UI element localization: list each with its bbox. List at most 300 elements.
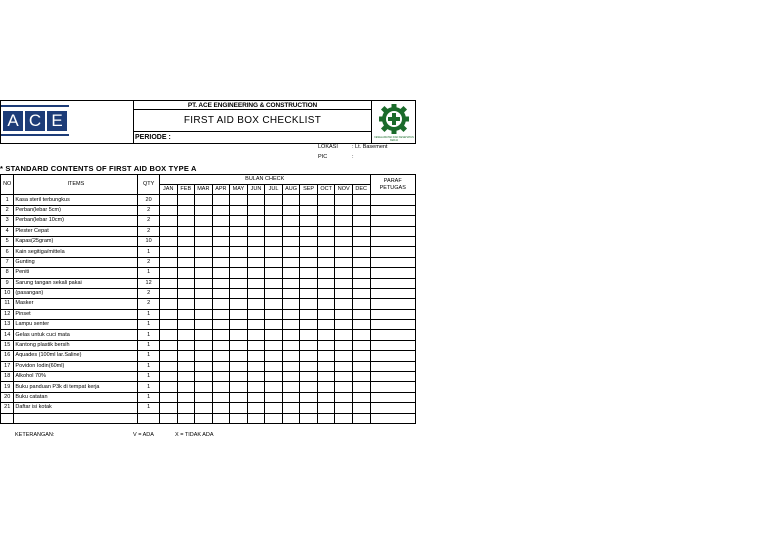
paraf-cell[interactable]: [370, 372, 415, 382]
check-cell-jan[interactable]: [159, 413, 177, 423]
check-cell-jun[interactable]: [247, 226, 265, 236]
check-cell-nov[interactable]: [335, 351, 353, 361]
check-cell-jun[interactable]: [247, 320, 265, 330]
check-cell-dec[interactable]: [352, 382, 370, 392]
check-cell-mar[interactable]: [195, 351, 213, 361]
check-cell-jun[interactable]: [247, 278, 265, 288]
paraf-cell[interactable]: [370, 288, 415, 298]
check-cell-apr[interactable]: [212, 195, 230, 205]
check-cell-sep[interactable]: [300, 320, 318, 330]
check-cell-oct[interactable]: [317, 403, 335, 413]
check-cell-jan[interactable]: [159, 309, 177, 319]
check-cell-nov[interactable]: [335, 205, 353, 215]
check-cell-oct[interactable]: [317, 330, 335, 340]
paraf-cell[interactable]: [370, 309, 415, 319]
check-cell-mar[interactable]: [195, 372, 213, 382]
check-cell-sep[interactable]: [300, 216, 318, 226]
check-cell-sep[interactable]: [300, 413, 318, 423]
check-cell-may[interactable]: [230, 226, 248, 236]
check-cell-oct[interactable]: [317, 299, 335, 309]
check-cell-aug[interactable]: [282, 247, 300, 257]
check-cell-mar[interactable]: [195, 392, 213, 402]
check-cell-mar[interactable]: [195, 205, 213, 215]
check-cell-dec[interactable]: [352, 309, 370, 319]
check-cell-may[interactable]: [230, 299, 248, 309]
check-cell-apr[interactable]: [212, 361, 230, 371]
paraf-cell[interactable]: [370, 268, 415, 278]
check-cell-mar[interactable]: [195, 247, 213, 257]
legend-label: KETERANGAN:: [15, 432, 55, 438]
check-cell-may[interactable]: [230, 392, 248, 402]
check-cell-jan[interactable]: [159, 205, 177, 215]
paraf-cell[interactable]: [370, 413, 415, 423]
check-cell-oct[interactable]: [317, 382, 335, 392]
check-cell-nov[interactable]: [335, 195, 353, 205]
check-cell-nov[interactable]: [335, 382, 353, 392]
check-cell-jun[interactable]: [247, 392, 265, 402]
check-cell-apr[interactable]: [212, 413, 230, 423]
table-row: [1, 216, 416, 226]
section-title: * STANDARD CONTENTS OF FIRST AID BOX TYPE A: [0, 164, 197, 173]
paraf-cell[interactable]: [370, 320, 415, 330]
check-cell-jan[interactable]: [159, 216, 177, 226]
check-cell-oct[interactable]: [317, 288, 335, 298]
check-cell-jul[interactable]: [265, 361, 283, 371]
paraf-cell[interactable]: [370, 236, 415, 246]
check-cell-feb[interactable]: [177, 205, 195, 215]
row-number: 4: [1, 226, 14, 236]
check-cell-feb[interactable]: [177, 236, 195, 246]
check-cell-jun[interactable]: [247, 236, 265, 246]
check-cell-nov[interactable]: [335, 403, 353, 413]
check-cell-feb[interactable]: [177, 413, 195, 423]
check-cell-aug[interactable]: [282, 330, 300, 340]
check-cell-may[interactable]: [230, 309, 248, 319]
check-cell-aug[interactable]: [282, 236, 300, 246]
check-cell-apr[interactable]: [212, 320, 230, 330]
check-cell-sep[interactable]: [300, 195, 318, 205]
check-cell-aug[interactable]: [282, 392, 300, 402]
paraf-cell[interactable]: [370, 392, 415, 402]
check-cell-jan[interactable]: [159, 236, 177, 246]
table-row: [1, 195, 416, 205]
check-cell-sep[interactable]: [300, 330, 318, 340]
check-cell-apr[interactable]: [212, 382, 230, 392]
check-cell-jun[interactable]: [247, 361, 265, 371]
check-cell-oct[interactable]: [317, 205, 335, 215]
check-cell-feb[interactable]: [177, 288, 195, 298]
check-cell-jun[interactable]: [247, 403, 265, 413]
check-cell-jun[interactable]: [247, 268, 265, 278]
paraf-cell[interactable]: [370, 382, 415, 392]
check-cell-jul[interactable]: [265, 382, 283, 392]
check-cell-jan[interactable]: [159, 330, 177, 340]
check-cell-mar[interactable]: [195, 309, 213, 319]
table-row: [1, 361, 416, 371]
check-cell-nov[interactable]: [335, 340, 353, 350]
check-cell-sep[interactable]: [300, 288, 318, 298]
check-cell-jul[interactable]: [265, 403, 283, 413]
check-cell-feb[interactable]: [177, 392, 195, 402]
check-cell-jan[interactable]: [159, 278, 177, 288]
check-cell-jan[interactable]: [159, 351, 177, 361]
check-cell-apr[interactable]: [212, 299, 230, 309]
check-cell-may[interactable]: [230, 195, 248, 205]
check-cell-jan[interactable]: [159, 361, 177, 371]
check-cell-jan[interactable]: [159, 392, 177, 402]
check-cell-dec[interactable]: [352, 205, 370, 215]
check-cell-aug[interactable]: [282, 195, 300, 205]
check-cell-jul[interactable]: [265, 288, 283, 298]
check-cell-jun[interactable]: [247, 195, 265, 205]
check-cell-jun[interactable]: [247, 299, 265, 309]
check-cell-dec[interactable]: [352, 330, 370, 340]
paraf-cell[interactable]: [370, 226, 415, 236]
check-cell-mar[interactable]: [195, 268, 213, 278]
check-cell-apr[interactable]: [212, 351, 230, 361]
check-cell-dec[interactable]: [352, 413, 370, 423]
check-cell-oct[interactable]: [317, 320, 335, 330]
check-cell-dec[interactable]: [352, 236, 370, 246]
check-cell-sep[interactable]: [300, 372, 318, 382]
check-cell-jul[interactable]: [265, 216, 283, 226]
check-cell-sep[interactable]: [300, 226, 318, 236]
check-cell-aug[interactable]: [282, 288, 300, 298]
check-cell-nov[interactable]: [335, 268, 353, 278]
periode-label: PERIODE :: [135, 134, 171, 141]
check-cell-jun[interactable]: [247, 247, 265, 257]
check-cell-oct[interactable]: [317, 236, 335, 246]
check-cell-nov[interactable]: [335, 257, 353, 267]
check-cell-may[interactable]: [230, 216, 248, 226]
check-cell-aug[interactable]: [282, 351, 300, 361]
check-cell-jun[interactable]: [247, 372, 265, 382]
check-cell-nov[interactable]: [335, 392, 353, 402]
check-cell-jun[interactable]: [247, 205, 265, 215]
check-cell-jan[interactable]: [159, 257, 177, 267]
check-cell-nov[interactable]: [335, 278, 353, 288]
paraf-cell[interactable]: [370, 361, 415, 371]
check-cell-mar[interactable]: [195, 278, 213, 288]
check-cell-may[interactable]: [230, 268, 248, 278]
check-cell-mar[interactable]: [195, 320, 213, 330]
check-cell-nov[interactable]: [335, 288, 353, 298]
check-cell-nov[interactable]: [335, 299, 353, 309]
paraf-cell[interactable]: [370, 195, 415, 205]
check-cell-jan[interactable]: [159, 195, 177, 205]
paraf-cell[interactable]: [370, 257, 415, 267]
check-cell-sep[interactable]: [300, 268, 318, 278]
check-cell-jan[interactable]: [159, 247, 177, 257]
check-cell-may[interactable]: [230, 278, 248, 288]
check-cell-jul[interactable]: [265, 299, 283, 309]
check-cell-oct[interactable]: [317, 247, 335, 257]
check-cell-jul[interactable]: [265, 226, 283, 236]
check-cell-jan[interactable]: [159, 226, 177, 236]
check-cell-feb[interactable]: [177, 216, 195, 226]
check-cell-oct[interactable]: [317, 216, 335, 226]
check-cell-sep[interactable]: [300, 382, 318, 392]
col-paraf-header: [370, 175, 415, 195]
check-cell-may[interactable]: [230, 361, 248, 371]
check-cell-apr[interactable]: [212, 268, 230, 278]
check-cell-feb[interactable]: [177, 361, 195, 371]
paraf-cell[interactable]: [370, 403, 415, 413]
check-cell-jul[interactable]: [265, 330, 283, 340]
check-cell-sep[interactable]: [300, 361, 318, 371]
check-cell-may[interactable]: [230, 236, 248, 246]
paraf-cell[interactable]: [370, 351, 415, 361]
check-cell-sep[interactable]: [300, 403, 318, 413]
paraf-cell[interactable]: [370, 247, 415, 257]
check-cell-jan[interactable]: [159, 299, 177, 309]
check-cell-may[interactable]: [230, 372, 248, 382]
check-cell-sep[interactable]: [300, 309, 318, 319]
check-cell-aug[interactable]: [282, 299, 300, 309]
paraf-cell[interactable]: [370, 340, 415, 350]
check-cell-nov[interactable]: [335, 247, 353, 257]
check-cell-apr[interactable]: [212, 340, 230, 350]
check-cell-mar[interactable]: [195, 288, 213, 298]
check-cell-may[interactable]: [230, 288, 248, 298]
check-cell-jul[interactable]: [265, 278, 283, 288]
check-cell-apr[interactable]: [212, 288, 230, 298]
check-cell-may[interactable]: [230, 257, 248, 267]
check-cell-nov[interactable]: [335, 320, 353, 330]
check-cell-aug[interactable]: [282, 340, 300, 350]
check-cell-jun[interactable]: [247, 413, 265, 423]
check-cell-sep[interactable]: [300, 236, 318, 246]
check-cell-oct[interactable]: [317, 340, 335, 350]
check-cell-aug[interactable]: [282, 403, 300, 413]
check-cell-jun[interactable]: [247, 330, 265, 340]
check-cell-feb[interactable]: [177, 299, 195, 309]
check-cell-dec[interactable]: [352, 340, 370, 350]
check-cell-feb[interactable]: [177, 247, 195, 257]
check-cell-jul[interactable]: [265, 205, 283, 215]
check-cell-aug[interactable]: [282, 413, 300, 423]
check-cell-sep[interactable]: [300, 351, 318, 361]
paraf-cell[interactable]: [370, 216, 415, 226]
check-cell-mar[interactable]: [195, 382, 213, 392]
check-cell-oct[interactable]: [317, 195, 335, 205]
check-cell-apr[interactable]: [212, 205, 230, 215]
paraf-cell[interactable]: [370, 205, 415, 215]
check-cell-jan[interactable]: [159, 403, 177, 413]
check-cell-mar[interactable]: [195, 216, 213, 226]
check-cell-oct[interactable]: [317, 351, 335, 361]
check-cell-feb[interactable]: [177, 330, 195, 340]
check-cell-jan[interactable]: [159, 382, 177, 392]
check-cell-feb[interactable]: [177, 372, 195, 382]
check-cell-mar[interactable]: [195, 299, 213, 309]
paraf-cell[interactable]: [370, 330, 415, 340]
check-cell-apr[interactable]: [212, 257, 230, 267]
check-cell-dec[interactable]: [352, 361, 370, 371]
check-cell-feb[interactable]: [177, 226, 195, 236]
check-cell-dec[interactable]: [352, 351, 370, 361]
check-cell-apr[interactable]: [212, 403, 230, 413]
check-cell-aug[interactable]: [282, 361, 300, 371]
check-cell-dec[interactable]: [352, 372, 370, 382]
check-cell-oct[interactable]: [317, 257, 335, 267]
check-cell-feb[interactable]: [177, 403, 195, 413]
check-cell-jul[interactable]: [265, 195, 283, 205]
check-cell-apr[interactable]: [212, 278, 230, 288]
check-cell-jul[interactable]: [265, 247, 283, 257]
check-cell-nov[interactable]: [335, 309, 353, 319]
check-cell-jun[interactable]: [247, 382, 265, 392]
check-cell-jul[interactable]: [265, 351, 283, 361]
check-cell-sep[interactable]: [300, 392, 318, 402]
check-cell-apr[interactable]: [212, 226, 230, 236]
check-cell-jul[interactable]: [265, 320, 283, 330]
check-cell-apr[interactable]: [212, 236, 230, 246]
check-cell-mar[interactable]: [195, 403, 213, 413]
check-cell-may[interactable]: [230, 351, 248, 361]
check-cell-dec[interactable]: [352, 288, 370, 298]
check-cell-jul[interactable]: [265, 309, 283, 319]
check-cell-nov[interactable]: [335, 226, 353, 236]
check-cell-dec[interactable]: [352, 195, 370, 205]
check-cell-dec[interactable]: [352, 247, 370, 257]
paraf-cell[interactable]: [370, 278, 415, 288]
check-cell-aug[interactable]: [282, 226, 300, 236]
check-cell-may[interactable]: [230, 205, 248, 215]
check-cell-jan[interactable]: [159, 372, 177, 382]
check-cell-mar[interactable]: [195, 340, 213, 350]
check-cell-may[interactable]: [230, 403, 248, 413]
check-cell-dec[interactable]: [352, 216, 370, 226]
check-cell-jun[interactable]: [247, 351, 265, 361]
check-cell-sep[interactable]: [300, 205, 318, 215]
check-cell-jul[interactable]: [265, 236, 283, 246]
check-cell-jan[interactable]: [159, 268, 177, 278]
check-cell-apr[interactable]: [212, 216, 230, 226]
check-cell-jul[interactable]: [265, 392, 283, 402]
month-header-dec: DEC: [352, 185, 370, 195]
check-cell-dec[interactable]: [352, 320, 370, 330]
check-cell-nov[interactable]: [335, 216, 353, 226]
check-cell-aug[interactable]: [282, 268, 300, 278]
check-cell-feb[interactable]: [177, 257, 195, 267]
check-cell-aug[interactable]: [282, 205, 300, 215]
check-cell-jan[interactable]: [159, 320, 177, 330]
check-cell-oct[interactable]: [317, 226, 335, 236]
check-cell-dec[interactable]: [352, 392, 370, 402]
check-cell-oct[interactable]: [317, 372, 335, 382]
check-cell-nov[interactable]: [335, 361, 353, 371]
check-cell-feb[interactable]: [177, 340, 195, 350]
check-cell-feb[interactable]: [177, 278, 195, 288]
check-cell-apr[interactable]: [212, 247, 230, 257]
check-cell-dec[interactable]: [352, 278, 370, 288]
check-cell-aug[interactable]: [282, 216, 300, 226]
check-cell-oct[interactable]: [317, 268, 335, 278]
check-cell-nov[interactable]: [335, 330, 353, 340]
check-cell-dec[interactable]: [352, 257, 370, 267]
check-cell-apr[interactable]: [212, 309, 230, 319]
check-cell-feb[interactable]: [177, 268, 195, 278]
check-cell-jul[interactable]: [265, 372, 283, 382]
company-name: PT. ACE ENGINEERING & CONSTRUCTION: [134, 101, 371, 110]
check-cell-apr[interactable]: [212, 392, 230, 402]
check-cell-oct[interactable]: [317, 278, 335, 288]
check-cell-sep[interactable]: [300, 278, 318, 288]
check-cell-sep[interactable]: [300, 247, 318, 257]
check-cell-mar[interactable]: [195, 257, 213, 267]
check-cell-mar[interactable]: [195, 226, 213, 236]
check-cell-aug[interactable]: [282, 257, 300, 267]
check-cell-aug[interactable]: [282, 309, 300, 319]
check-cell-feb[interactable]: [177, 309, 195, 319]
col-items-header: ITEMS: [14, 175, 138, 195]
check-cell-jul[interactable]: [265, 268, 283, 278]
check-cell-jun[interactable]: [247, 257, 265, 267]
check-cell-may[interactable]: [230, 247, 248, 257]
check-cell-aug[interactable]: [282, 372, 300, 382]
check-cell-feb[interactable]: [177, 351, 195, 361]
item-qty: 1: [138, 320, 160, 330]
check-cell-mar[interactable]: [195, 413, 213, 423]
check-cell-may[interactable]: [230, 413, 248, 423]
check-cell-sep[interactable]: [300, 340, 318, 350]
check-cell-mar[interactable]: [195, 236, 213, 246]
check-cell-jul[interactable]: [265, 257, 283, 267]
check-cell-apr[interactable]: [212, 330, 230, 340]
check-cell-jan[interactable]: [159, 288, 177, 298]
paraf-cell[interactable]: [370, 299, 415, 309]
check-cell-jul[interactable]: [265, 340, 283, 350]
check-cell-aug[interactable]: [282, 320, 300, 330]
check-cell-nov[interactable]: [335, 413, 353, 423]
check-cell-may[interactable]: [230, 330, 248, 340]
check-cell-jun[interactable]: [247, 309, 265, 319]
check-cell-feb[interactable]: [177, 195, 195, 205]
check-cell-aug[interactable]: [282, 382, 300, 392]
check-cell-oct[interactable]: [317, 413, 335, 423]
check-cell-sep[interactable]: [300, 299, 318, 309]
row-number: 16: [1, 351, 14, 361]
check-cell-dec[interactable]: [352, 268, 370, 278]
check-cell-mar[interactable]: [195, 195, 213, 205]
check-cell-jun[interactable]: [247, 340, 265, 350]
check-cell-oct[interactable]: [317, 309, 335, 319]
check-cell-aug[interactable]: [282, 278, 300, 288]
check-cell-apr[interactable]: [212, 372, 230, 382]
check-cell-may[interactable]: [230, 382, 248, 392]
check-cell-sep[interactable]: [300, 257, 318, 267]
check-cell-jun[interactable]: [247, 288, 265, 298]
check-cell-feb[interactable]: [177, 382, 195, 392]
check-cell-nov[interactable]: [335, 372, 353, 382]
check-cell-oct[interactable]: [317, 392, 335, 402]
check-cell-may[interactable]: [230, 320, 248, 330]
check-cell-feb[interactable]: [177, 320, 195, 330]
check-cell-nov[interactable]: [335, 236, 353, 246]
check-cell-jun[interactable]: [247, 216, 265, 226]
check-cell-oct[interactable]: [317, 361, 335, 371]
row-number: 20: [1, 392, 14, 402]
check-cell-jul[interactable]: [265, 413, 283, 423]
check-cell-may[interactable]: [230, 340, 248, 350]
check-cell-mar[interactable]: [195, 330, 213, 340]
check-cell-dec[interactable]: [352, 403, 370, 413]
check-cell-jan[interactable]: [159, 340, 177, 350]
check-cell-mar[interactable]: [195, 361, 213, 371]
check-cell-dec[interactable]: [352, 299, 370, 309]
check-cell-dec[interactable]: [352, 226, 370, 236]
